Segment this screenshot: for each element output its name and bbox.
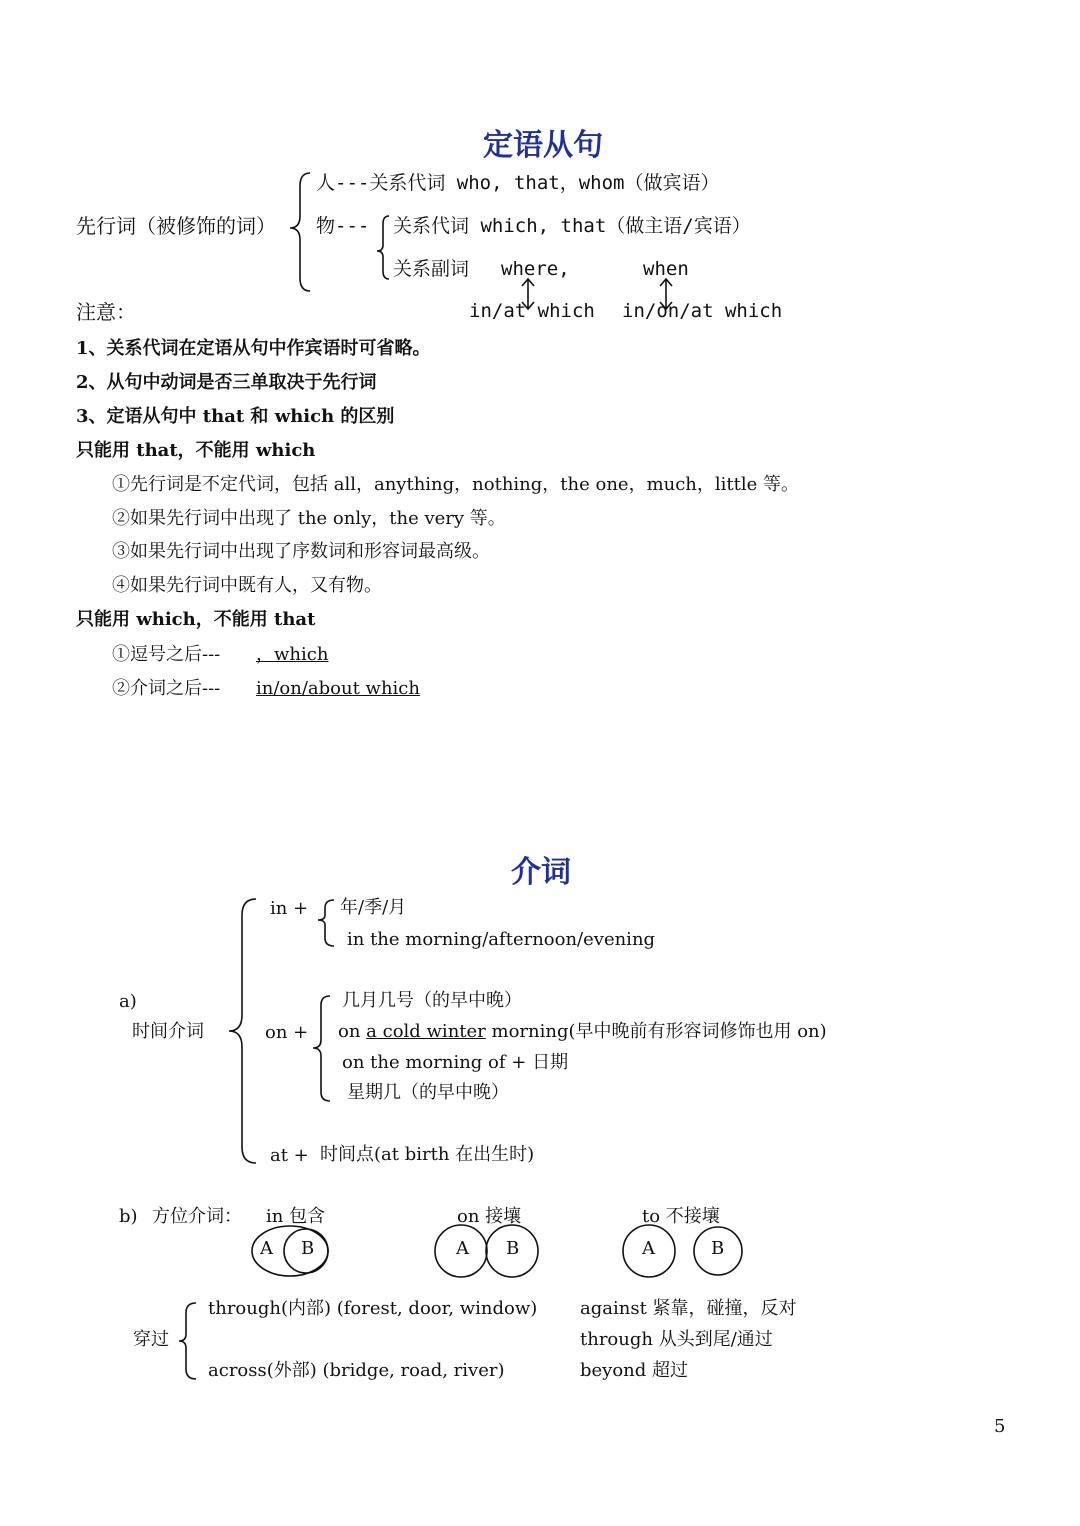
where-equivalent: in/at which [469,300,595,322]
on-circle-a [435,1225,487,1277]
only-which-item-2-label: ②介词之后--- [112,678,221,699]
in-circle-a-letter: A [260,1238,273,1259]
relation-on-label: on 接壤 [457,1206,522,1227]
only-which-item-2-example: in/on/about which [256,678,420,699]
to-circle-b [694,1227,742,1275]
thing-prefix: 物--- [316,215,370,237]
on-circle-b-letter: B [506,1238,520,1259]
on-circle-a-letter: A [456,1238,469,1259]
against-line: against 紧靠，碰撞，反对 [580,1298,797,1319]
brace-cross [179,1303,196,1379]
position-preposition-label: 方位介词： [152,1206,242,1227]
on-item-3: on the morning of + 日期 [342,1052,569,1073]
relative-pronoun-line: 关系代词 which, that（做主语/宾语） [393,215,751,237]
note-label: 注意： [76,300,136,324]
in-circle-b [284,1229,328,1273]
when-equivalent: in/on/at which [622,300,783,322]
person-line: 人---关系代词 who, that，whom（做宾语） [316,172,720,194]
only-that-item-3: ③如果先行词中出现了序数词和形容词最高级。 [112,541,490,562]
note-1: 1、关系代词在定语从句中作宾语时可省略。 [76,338,431,359]
where-word: where, [501,258,570,280]
only-which-heading: 只能用 which，不能用 that [76,609,316,630]
at-plus-label: at + [270,1145,309,1166]
relation-to-label: to 不接壤 [642,1206,720,1227]
cross-label: 穿过 [133,1329,169,1350]
section-title-attributive-clause: 定语从句 [483,128,603,163]
on-item-4: 星期几（的早中晚） [347,1082,509,1103]
antecedent-label: 先行词（被修饰的词） [76,214,276,238]
on-item-1: 几月几号（的早中晚） [342,990,522,1011]
a-label: a) [119,991,137,1012]
at-item: 时间点(at birth 在出生时) [320,1144,535,1165]
relation-in-label: in 包含 [266,1206,326,1227]
section-title-prepositions: 介词 [511,855,571,890]
only-which-item-1-label: ①逗号之后--- [112,644,221,665]
to-circle-a [623,1225,675,1277]
on-item-2-prefix: on [338,1021,367,1042]
to-circle-a-letter: A [642,1238,655,1259]
brace-time-prepositions [229,899,256,1163]
on-item-2-underlined: a cold winter [366,1021,486,1042]
time-preposition-label: 时间介词 [132,1021,204,1042]
in-circle-a [252,1226,328,1276]
only-that-heading: 只能用 that，不能用 which [76,440,316,461]
note-2: 2、从句中动词是否三单取决于先行词 [76,372,377,393]
when-word: when [643,258,689,280]
on-circle-b [486,1225,538,1277]
in-item-1: 年/季/月 [340,897,407,918]
on-plus-label: on + [265,1022,309,1043]
only-which-item-1-example: ，which [256,644,329,665]
brace-antecedent [290,173,310,291]
beyond-line: beyond 超过 [580,1360,689,1381]
brace-thing [377,216,389,279]
through-line: through 从头到尾/通过 [580,1329,773,1350]
in-plus-label: in + [270,898,309,919]
only-that-item-4: ④如果先行词中既有人，又有物。 [112,575,382,596]
across-outside: across(外部) (bridge, road, river) [208,1360,505,1381]
to-circle-b-letter: B [711,1238,725,1259]
note-3: 3、定语从句中 that 和 which 的区别 [76,406,395,427]
brace-on [313,996,330,1101]
brace-in [318,900,334,946]
b-label: b) [119,1206,138,1227]
only-that-item-2: ②如果先行词中出现了 the only，the very 等。 [112,508,506,529]
relative-adverb-label: 关系副词 [393,258,470,280]
only-that-item-1: ①先行词是不定代词，包括 all，anything，nothing，the one，much，little 等。 [112,474,800,495]
in-item-2: in the morning/afternoon/evening [347,929,656,950]
page-number: 5 [994,1416,1006,1437]
in-circle-b-letter: B [301,1238,315,1259]
through-inside: through(内部) (forest, door, window) [208,1298,538,1319]
on-item-2-suffix: morning(早中晚前有形容词修饰也用 on) [485,1021,827,1042]
